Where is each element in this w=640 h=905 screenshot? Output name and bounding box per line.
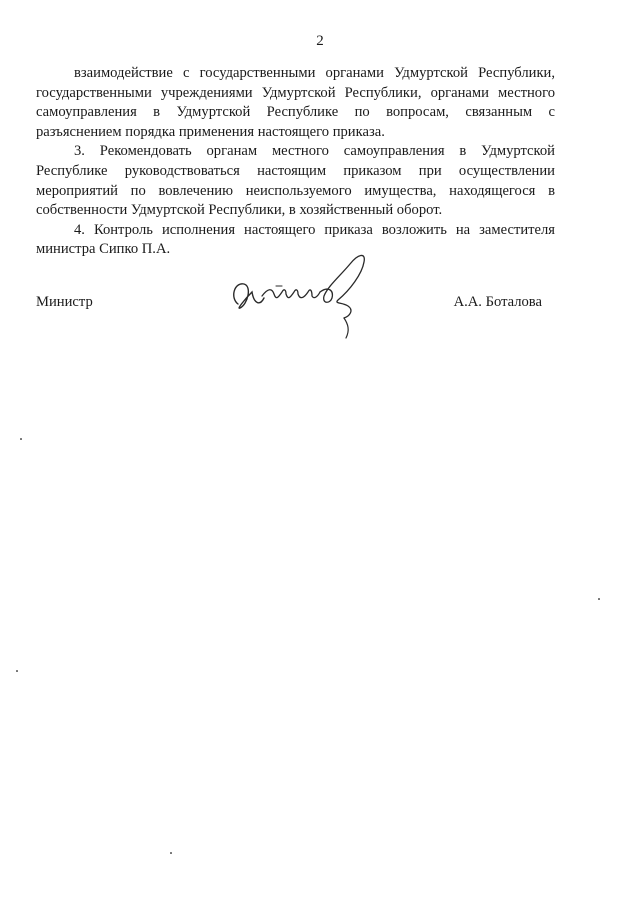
paragraph-item-3: 3. Рекомендовать органам местного самоуправления в Удмуртской Республике руководствоваться настоящим приказом при осуществлении мероприятий по вовлечению неиспользуемого имущества, находящегося в собственности Удмуртской Республики, в хозяйственный оборот. [36, 143, 555, 219]
scan-speck [20, 438, 22, 440]
page-number: 2 [316, 33, 324, 49]
document-body [36, 64, 555, 260]
scan-speck [598, 598, 600, 600]
scan-speck [170, 852, 172, 854]
handwritten-signature [216, 246, 396, 346]
signatory-title: Министр [36, 294, 93, 310]
scan-speck [16, 670, 18, 672]
paragraph-item-4: 4. Контроль исполнения настоящего приказа возложить на заместителя министра Сипко П.А. [36, 221, 555, 258]
signatory-name: А.А. Боталова [453, 294, 542, 310]
paragraph-continuation: взаимодействие с государственными органами Удмуртской Республики, государственными учреждениями Удмуртской Республики, органами местного самоуправления в Удмуртской Республике по вопросам, связанным с разъяснением порядка применения настоящего приказа. [36, 65, 555, 140]
signature-block [36, 286, 542, 336]
